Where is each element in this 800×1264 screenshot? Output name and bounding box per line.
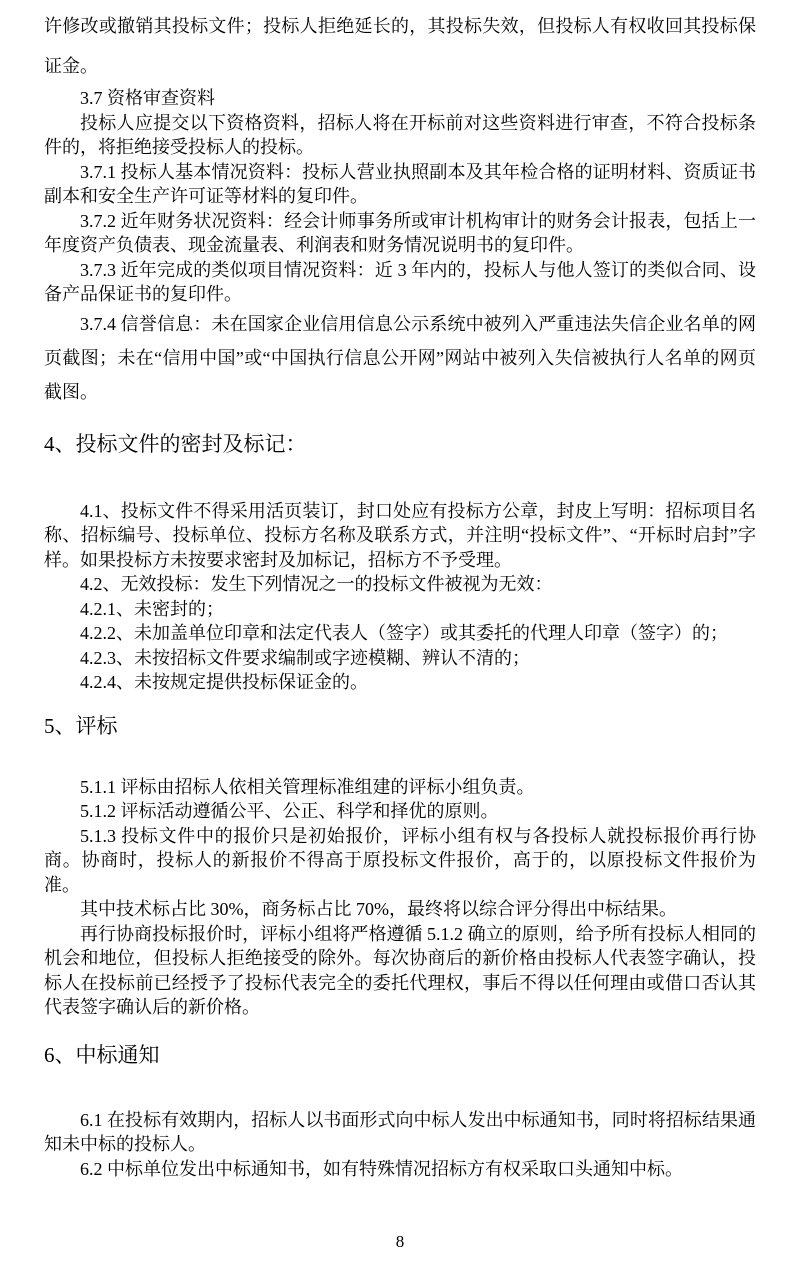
continued-paragraph: 许修改或撤销其投标文件；投标人拒绝延长的，其投标失效，但投标人有权收回其投标保证金。: [44, 16, 756, 76]
paragraph: 3.7.4 信誉信息：未在国家企业信用信息公示系统中被列入严重违法失信企业名单的网页截图；未在“信用中国”或“中国执行信息公开网”网站中被列入失信被执行人名单的网页截图。: [44, 313, 756, 402]
page-number: 8: [395, 1232, 405, 1251]
paragraph: 4.2、无效投标：发生下列情况之一的投标文件被视为无效：: [80, 574, 553, 594]
document-body: [44, 6, 756, 1181]
paragraph: 6.2 中标单位发出中标通知书，如有特殊情况招标方有权采取口头通知中标。: [80, 1158, 683, 1179]
paragraph: 3.7 资格审查资料: [80, 88, 215, 108]
paragraph: 4.2.2、未加盖单位印章和法定代表人（签字）或其委托的代理人印章（签字）的；: [80, 623, 728, 643]
paragraph: 投标人应提交以下资格资料，招标人将在开标前对这些资料进行审查，不符合投标条件的，将拒绝接受投标人的投标。: [44, 112, 756, 157]
paragraph: 5.1.3 投标文件中的报价只是初始报价，评标小组有权与各投标人就投标报价再行协商。协商时，投标人的新报价不得高于原投标文件报价，高于的，以原投标文件报价为准。: [44, 825, 756, 895]
paragraph: 3.7.2 近年财务状况资料：经会计师事务所或审计机构审计的财务会计报表，包括上一年度资产负债表、现金流量表、利润表和财务情况说明书的复印件。: [44, 210, 756, 255]
section-heading: 6、中标通知: [44, 1042, 160, 1067]
paragraph: 再行协商投标报价时，评标小组将严格遵循 5.1.2 确立的原则，给予所有投标人相同的机会和地位，但投标人拒绝接受的除外。每次协商后的新价格由投标人代表签字确认，投标人在投标前已经授予了投标代表完全的委托代理权，事后不得以任何理由或借口否认其代表签字确认后的新价格。: [44, 923, 756, 1017]
paragraph: 其中技术标占比 30%，商务标占比 70%，最终将以综合评分得出中标结果。: [80, 899, 677, 919]
paragraph: 4.2.1、未密封的；: [80, 598, 224, 619]
paragraph: 4.1、投标文件不得采用活页装订，封口处应有投标方公章，封皮上写明：招标项目名称、招标编号、投标单位、投标方名称及联系方式，并注明“投标文件”、“开标时启封”字样。如果投标方未按要求密封及加标记，招标方不予受理。: [44, 500, 756, 570]
paragraph: 5.1.1 评标由招标人依相关管理标准组建的评标小组负责。: [80, 776, 535, 797]
section-heading: 4、投标文件的密封及标记：: [44, 431, 307, 456]
paragraph: 3.7.1 投标人基本情况资料：投标人营业执照副本及其年检合格的证明材料、资质证书副本和安全生产许可证等材料的复印件。: [44, 161, 756, 206]
paragraph: 6.1 在投标有效期内，招标人以书面形式向中标人发出中标通知书，同时将招标结果通知未中标的投标人。: [44, 1109, 756, 1154]
section-heading: 5、评标: [44, 713, 118, 738]
paragraph: 4.2.3、未按招标文件要求编制或字迹模糊、辨认不清的；: [80, 647, 530, 668]
paragraph: 4.2.4、未按规定提供投标保证金的。: [80, 672, 368, 692]
paragraph: 3.7.3 近年完成的类似项目情况资料：近 3 年内的，投标人与他人签订的类似合同、设备产品保证书的复印件。: [44, 259, 756, 304]
paragraph: 5.1.2 评标活动遵循公平、公正、科学和择优的原则。: [80, 801, 499, 821]
